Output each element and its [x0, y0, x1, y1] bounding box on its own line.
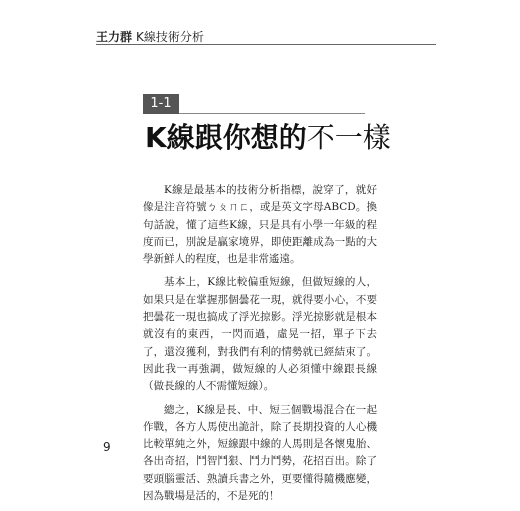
chapter-title-bold: K線跟你想的 [145, 121, 307, 154]
page-number: 9 [103, 440, 111, 454]
header-rule [96, 44, 436, 45]
section-rule [179, 113, 365, 114]
paragraph-3: 總之，K線是長、中、短三個戰場混合在一起作戰，各方人馬使出詭計，除了長期投資的人心機比較單純之外，短線跟中線的人馬則是各懷鬼胎、各出奇招，鬥智鬥狠、鬥力鬥勢，花招百出。除了要頭腦靈活、熟讀兵書之外，更要懂得隨機應變，因為戰場是活的，不是死的！ [143, 403, 377, 503]
book-title: K線技術分析 [136, 30, 204, 44]
paragraph-2: 基本上，K線比較偏重短線，但做短線的人，如果只是在掌握那個曇花一現，就得要小心，不要把曇花一現也搞成了浮光掠影。浮光掠影就是根本就沒有的東西，一閃而過，虛晃一招，單子下去了，還沒獲利，對我們有利的情勢就已經結束了。因此我一再強調，做短線的人必須懂中線跟長線（做長線的人不需懂短線）。 [143, 276, 377, 393]
paragraph-1: K線是最基本的技術分析指標，說穿了，就好像是注音符號ㄅㄆㄇㄈ，或是英文字母ABCD。換句話說，懂了這些K線，只是具有小學一年級的程度而已，別說是贏家境界，即使距離成為一點的大學新鮮人的程度，也是非常遙遠。 [143, 184, 377, 266]
chapter-title-light: 不一樣 [306, 121, 391, 154]
author-name: 王力群 [96, 30, 133, 44]
body-text [143, 182, 377, 511]
running-header [96, 28, 204, 45]
section-number-badge: 1-1 [143, 94, 179, 114]
chapter-title [145, 120, 391, 156]
